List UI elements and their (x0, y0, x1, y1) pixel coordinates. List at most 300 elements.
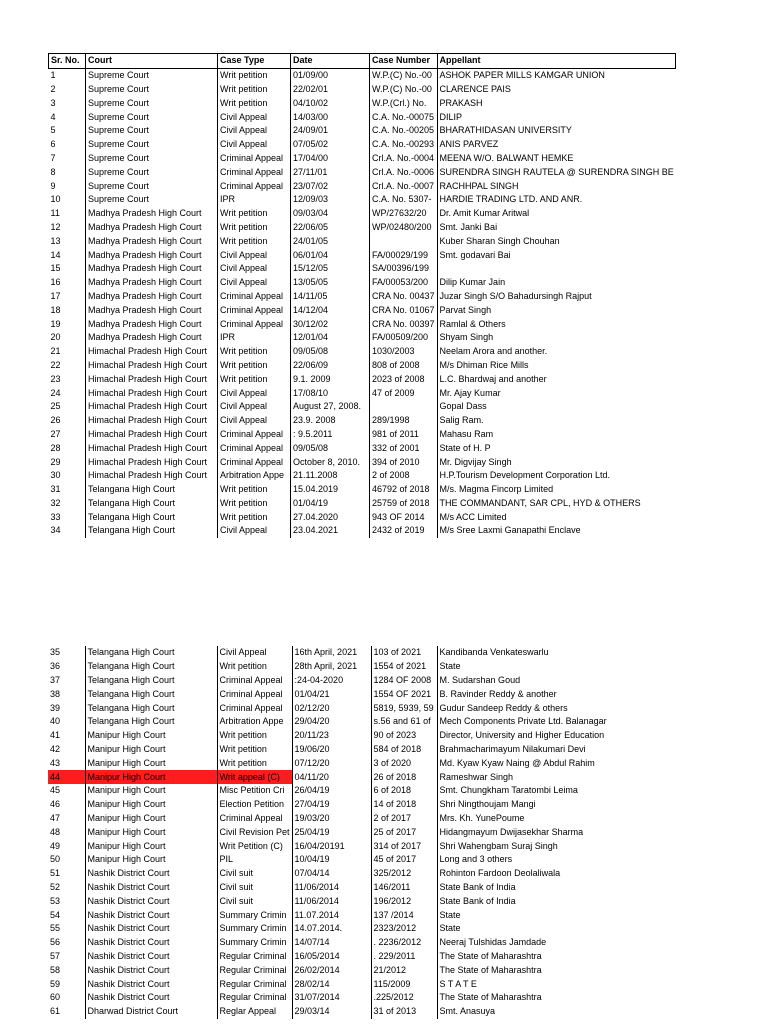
table-row (49, 428, 676, 442)
row-sr-no: 61 (50, 1006, 61, 1017)
row-case-number: CRA No. 01067 (370, 303, 438, 317)
row-date: 20/11/23 (292, 729, 371, 743)
row-appellant: Smt. Chungkham Taratombi Leima (437, 784, 667, 798)
row-date: 07/04/14 (292, 867, 371, 881)
row-appellant: Dilip Kumar Jain (437, 276, 676, 290)
row-case-type: Criminal Appeal (217, 812, 292, 826)
row-court: Supreme Court (86, 179, 218, 193)
row-case-type: Summary Crimin (217, 936, 292, 950)
row-case-number: 2 of 2017 (371, 812, 437, 826)
row-case-type: Civil suit (217, 894, 292, 908)
row-appellant: M/s Sree Laxmi Ganapathi Enclave (437, 524, 676, 538)
table-row (49, 359, 676, 373)
row-court: Madhya Pradesh High Court (86, 248, 218, 262)
row-case-number: 26 of 2018 (371, 770, 437, 784)
row-case-number: FA/00509/200 (370, 331, 438, 345)
row-case-type: Writ petition (218, 68, 291, 82)
table-row (48, 867, 667, 881)
row-sr-no: 9 (50, 180, 56, 191)
row-case-number: 14 of 2018 (371, 798, 437, 812)
row-appellant: S T A T E (437, 977, 667, 991)
row-case-number: 808 of 2008 (370, 359, 438, 373)
row-date: 9.1. 2009 (291, 372, 370, 386)
row-case-type: Civil Appeal (218, 138, 291, 152)
row-date: 24/09/01 (291, 124, 370, 138)
table-row (49, 165, 676, 179)
row-appellant: Gudur Sandeep Reddy & others (437, 701, 667, 715)
row-court: Supreme Court (86, 193, 218, 207)
table-row (48, 894, 667, 908)
table-row (49, 68, 676, 82)
row-case-number: 3 of 2020 (371, 756, 437, 770)
row-appellant: Smt. Janki Bai (437, 221, 676, 235)
row-appellant (437, 262, 676, 276)
row-date: : 9.5.2011 (291, 428, 370, 442)
row-case-number: WP/27632/20 (370, 207, 438, 221)
row-court: Nashik District Court (85, 936, 217, 950)
row-date: 26/02/2014 (292, 963, 371, 977)
row-appellant: Gopal Dass (437, 400, 676, 414)
row-date: 25/04/19 (292, 825, 371, 839)
row-case-number: 981 of 2011 (370, 428, 438, 442)
row-court: Nashik District Court (85, 894, 217, 908)
row-date: 15.04.2019 (291, 483, 370, 497)
row-appellant: Md. Kyaw Kyaw Naing @ Abdul Rahim (437, 756, 667, 770)
row-case-number: 47 of 2009 (370, 386, 438, 400)
row-court: Madhya Pradesh High Court (86, 290, 218, 304)
row-case-type: Regular Criminal (217, 963, 292, 977)
row-court: Telangana High Court (85, 660, 217, 674)
row-sr-no: 51 (50, 868, 61, 879)
row-sr-no: 25 (50, 401, 61, 412)
row-date: 29/03/14 (292, 1005, 371, 1019)
row-court: Madhya Pradesh High Court (86, 303, 218, 317)
row-date: 12/09/03 (291, 193, 370, 207)
row-date: 10/04/19 (292, 853, 371, 867)
row-court: Himachal Pradesh High Court (86, 400, 218, 414)
row-court: Telangana High Court (86, 524, 218, 538)
row-court: Supreme Court (86, 124, 218, 138)
row-court: Manipur High Court (85, 756, 217, 770)
row-case-type: Writ petition (218, 510, 291, 524)
header-date: Date (291, 54, 370, 69)
table-row (48, 881, 667, 895)
row-date: 01/04/21 (292, 687, 371, 701)
row-court: Madhya Pradesh High Court (86, 221, 218, 235)
row-sr-no: 27 (50, 428, 61, 439)
row-case-type: Criminal Appeal (218, 317, 291, 331)
cases-table-bottom (48, 646, 667, 1019)
row-sr-no: 7 (50, 152, 56, 163)
row-court: Himachal Pradesh High Court (86, 455, 218, 469)
row-court: Madhya Pradesh High Court (86, 207, 218, 221)
row-sr-no: 4 (50, 111, 56, 122)
row-case-number: Crl.A. No.-0007 (370, 179, 438, 193)
table-row (49, 193, 676, 207)
row-appellant: The State of Maharashtra (437, 991, 667, 1005)
table-row (49, 345, 676, 359)
row-date: 30/12/02 (291, 317, 370, 331)
table-row (48, 977, 667, 991)
row-sr-no: 35 (50, 647, 61, 658)
row-sr-no: 16 (50, 277, 61, 288)
row-case-number: 584 of 2018 (371, 743, 437, 757)
row-case-number: 1030/2003 (370, 345, 438, 359)
row-sr-no: 40 (50, 716, 61, 727)
row-case-type: Criminal Appeal (217, 687, 292, 701)
row-case-number: C.A. No.-00205 (370, 124, 438, 138)
row-court: Telangana High Court (86, 497, 218, 511)
row-court: Nashik District Court (85, 950, 217, 964)
row-sr-no: 11 (50, 208, 60, 219)
table-row (49, 221, 676, 235)
row-date: 23/07/02 (291, 179, 370, 193)
row-date: 27/04/19 (292, 798, 371, 812)
table-row (48, 963, 667, 977)
row-appellant: State Bank of India (437, 894, 667, 908)
header-case-number: Case Number (370, 54, 438, 69)
row-court: Supreme Court (86, 83, 218, 97)
row-date: 09/05/08 (291, 441, 370, 455)
row-date: 19/03/20 (292, 812, 371, 826)
row-sr-no: 37 (50, 674, 61, 685)
table-row (49, 124, 676, 138)
row-date: October 8, 2010. (291, 455, 370, 469)
row-case-type: Regular Criminal (217, 950, 292, 964)
row-case-type: Criminal Appeal (218, 428, 291, 442)
row-case-number: C.A. No. 5307- (370, 193, 438, 207)
row-case-type: IPR (218, 331, 291, 345)
row-sr-no: 13 (50, 235, 61, 246)
row-appellant: The State of Maharashtra (437, 963, 667, 977)
row-case-type: Civil suit (217, 881, 292, 895)
table-row (49, 455, 676, 469)
row-court: Himachal Pradesh High Court (86, 428, 218, 442)
row-sr-no: 46 (50, 799, 61, 810)
row-court: Manipur High Court (85, 798, 217, 812)
row-case-type: Criminal Appeal (218, 179, 291, 193)
table-row (48, 908, 667, 922)
row-case-type: Regular Criminal (217, 991, 292, 1005)
row-case-number: 31 of 2013 (371, 1005, 437, 1019)
row-appellant: The State of Maharashtra (437, 950, 667, 964)
row-appellant: Shyam Singh (437, 331, 676, 345)
table-row (48, 1005, 667, 1019)
row-appellant: CLARENCE PAIS (437, 83, 676, 97)
row-appellant: M/s. Magma Fincorp Limited (437, 483, 676, 497)
table-row (48, 839, 667, 853)
row-case-number: SA/00396/199 (370, 262, 438, 276)
row-case-type: Summary Crimin (217, 908, 292, 922)
row-date: 29/04/20 (292, 715, 371, 729)
row-date: 07/12/20 (292, 756, 371, 770)
row-court: Nashik District Court (85, 963, 217, 977)
row-case-number: 1554 OF 2021 (371, 687, 437, 701)
row-date: 16/04/20191 (292, 839, 371, 853)
row-court: Manipur High Court (85, 743, 217, 757)
row-case-number: CRA No. 00397 (370, 317, 438, 331)
row-date: :24-04-2020 (292, 674, 371, 688)
row-date: 01/09/00 (291, 68, 370, 82)
row-sr-no: 32 (50, 497, 61, 508)
row-appellant: Ramlal & Others (437, 317, 676, 331)
row-appellant: Shri Wahengbam Suraj Singh (437, 839, 667, 853)
row-appellant: Mahasu Ram (437, 428, 676, 442)
row-sr-no: 20 (50, 332, 61, 343)
row-case-number: 103 of 2021 (371, 646, 437, 660)
row-case-type: Writ petition (218, 483, 291, 497)
row-date: 23.04.2021 (291, 524, 370, 538)
table-row (49, 138, 676, 152)
row-appellant: H.P.Tourism Development Corporation Ltd. (437, 469, 676, 483)
row-date: 09/05/08 (291, 345, 370, 359)
row-case-number (370, 400, 438, 414)
row-court: Manipur High Court (85, 853, 217, 867)
row-court: Nashik District Court (85, 991, 217, 1005)
row-sr-no: 8 (50, 166, 56, 177)
row-sr-no: 33 (50, 511, 61, 522)
row-sr-no: 10 (50, 194, 61, 205)
row-appellant: Kandibanda Venkateswarlu (437, 646, 667, 660)
header-appellant: Appellant (437, 54, 676, 69)
row-case-type: Criminal Appeal (217, 674, 292, 688)
row-case-number: 25 of 2017 (371, 825, 437, 839)
row-case-type: Writ petition (218, 234, 291, 248)
row-court: Supreme Court (86, 110, 218, 124)
row-sr-no: 48 (50, 826, 61, 837)
row-date: 22/06/05 (291, 221, 370, 235)
table-row (48, 674, 667, 688)
table-row (49, 83, 676, 97)
row-court: Telangana High Court (85, 646, 217, 660)
table-row (49, 510, 676, 524)
row-case-number: 21/2012 (371, 963, 437, 977)
row-appellant: Hidangmayum Dwijasekhar Sharma (437, 825, 667, 839)
row-date: 22/02/01 (291, 83, 370, 97)
row-case-type: Writ appeal (C) (217, 770, 292, 784)
row-date: 11/06/2014 (292, 894, 371, 908)
table-row (49, 179, 676, 193)
table-row (48, 825, 667, 839)
row-sr-no: 12 (50, 221, 61, 232)
row-court: Supreme Court (86, 165, 218, 179)
row-case-type: Writ petition (217, 729, 292, 743)
row-case-number: 325/2012 (371, 867, 437, 881)
row-case-type: Civil Appeal (218, 386, 291, 400)
row-date: 22/06/09 (291, 359, 370, 373)
row-sr-no: 19 (50, 318, 61, 329)
row-appellant: Neeraj Tulshidas Jamdade (437, 936, 667, 950)
row-appellant: State of H. P (437, 441, 676, 455)
row-court: Nashik District Court (85, 881, 217, 895)
row-date: August 27, 2008. (291, 400, 370, 414)
row-sr-no: 41 (50, 730, 61, 741)
row-court: Supreme Court (86, 152, 218, 166)
table-row (48, 715, 667, 729)
row-date: 01/04/19 (291, 497, 370, 511)
table-row (48, 922, 667, 936)
row-sr-no: 57 (50, 950, 61, 961)
row-case-type: Civil Appeal (218, 110, 291, 124)
row-sr-no: 15 (50, 263, 61, 274)
table-row (48, 950, 667, 964)
row-case-type: Civil suit (217, 867, 292, 881)
row-date: 02/12/20 (292, 701, 371, 715)
table-row (49, 303, 676, 317)
row-date: 21.11.2008 (291, 469, 370, 483)
table-row (49, 262, 676, 276)
header-case-type: Case Type (218, 54, 291, 69)
row-case-type: Criminal Appeal (218, 290, 291, 304)
row-case-number: 196/2012 (371, 894, 437, 908)
row-appellant: Smt. godavari Bai (437, 248, 676, 262)
row-case-type: Writ petition (218, 497, 291, 511)
row-court: Madhya Pradesh High Court (86, 234, 218, 248)
row-sr-no: 1 (50, 70, 56, 81)
row-court: Manipur High Court (85, 784, 217, 798)
row-case-number: 2023 of 2008 (370, 372, 438, 386)
row-sr-no: 58 (50, 964, 61, 975)
row-court: Telangana High Court (86, 483, 218, 497)
header-row (49, 54, 676, 69)
row-case-type: Writ petition (218, 207, 291, 221)
row-appellant: Director, University and Higher Education (437, 729, 667, 743)
table-row (49, 469, 676, 483)
row-sr-no: 18 (50, 304, 61, 315)
row-court: Manipur High Court (85, 812, 217, 826)
row-case-type: Civil Appeal (218, 414, 291, 428)
row-date: 19/06/20 (292, 743, 371, 757)
row-appellant: Long and 3 others (437, 853, 667, 867)
table-row (49, 290, 676, 304)
row-case-number: 314 of 2017 (371, 839, 437, 853)
row-sr-no: 39 (50, 702, 61, 713)
row-case-number: 2323/2012 (371, 922, 437, 936)
row-sr-no: 59 (50, 978, 61, 989)
row-date: 17/04/00 (291, 152, 370, 166)
row-court: Telangana High Court (85, 674, 217, 688)
row-date: 17/08/10 (291, 386, 370, 400)
row-case-number: FA/00053/200 (370, 276, 438, 290)
row-sr-no: 56 (50, 937, 61, 948)
table-row (49, 96, 676, 110)
row-date: 14/07/14 (292, 936, 371, 950)
row-case-number: 46792 of 2018 (370, 483, 438, 497)
row-case-type: Criminal Appeal (217, 701, 292, 715)
row-case-type: Arbitration Appe (218, 469, 291, 483)
row-date: 27.04.2020 (291, 510, 370, 524)
row-appellant: ANIS PARVEZ (437, 138, 676, 152)
row-case-type: Writ petition (217, 660, 292, 674)
row-case-type: Criminal Appeal (218, 152, 291, 166)
row-case-type: Election Petition (217, 798, 292, 812)
row-case-number: 115/2009 (371, 977, 437, 991)
row-case-type: IPR (218, 193, 291, 207)
row-sr-no: 3 (50, 97, 56, 108)
row-case-number: 332 of 2001 (370, 441, 438, 455)
row-appellant: DILIP (437, 110, 676, 124)
row-sr-no: 28 (50, 442, 61, 453)
table-row (48, 770, 667, 784)
row-case-type: Civil Appeal (218, 124, 291, 138)
row-court: Supreme Court (86, 96, 218, 110)
row-date: 24/01/05 (291, 234, 370, 248)
row-case-number (370, 234, 438, 248)
row-court: Telangana High Court (85, 687, 217, 701)
row-court: Madhya Pradesh High Court (86, 262, 218, 276)
row-case-number: 90 of 2023 (371, 729, 437, 743)
row-case-type: Summary Crimin (217, 922, 292, 936)
row-case-number: W.P.(Crl.) No. (370, 96, 438, 110)
row-sr-no: 36 (50, 661, 61, 672)
row-appellant: BHARATHIDASAN UNIVERSITY (437, 124, 676, 138)
row-court: Manipur High Court (85, 770, 217, 784)
row-court: Himachal Pradesh High Court (86, 441, 218, 455)
row-case-number: 25759 of 2018 (370, 497, 438, 511)
row-sr-no: 54 (50, 909, 61, 920)
row-appellant: Juzar Singh S/O Bahadursingh Rajput (437, 290, 676, 304)
row-case-number: 2432 of 2019 (370, 524, 438, 538)
row-case-number: 146/2011 (371, 881, 437, 895)
row-date: 09/03/04 (291, 207, 370, 221)
row-date: 16th April, 2021 (292, 646, 371, 660)
row-date: 13/05/05 (291, 276, 370, 290)
row-case-type: Reglar Appeal (217, 1005, 292, 1019)
row-sr-no: 14 (50, 249, 61, 260)
row-case-number: .225/2012 (371, 991, 437, 1005)
row-appellant: Rohinton Fardoon Deolaliwala (437, 867, 667, 881)
table-row (49, 248, 676, 262)
row-case-number: CRA No. 00437 (370, 290, 438, 304)
row-case-type: Writ Petition (C) (217, 839, 292, 853)
row-date: 15/12/05 (291, 262, 370, 276)
row-court: Telangana High Court (85, 715, 217, 729)
row-sr-no: 22 (50, 359, 61, 370)
row-sr-no: 31 (50, 484, 61, 495)
row-court: Himachal Pradesh High Court (86, 469, 218, 483)
row-case-number: W.P.(C) No.-00 (370, 68, 438, 82)
row-case-type: Civil Appeal (218, 524, 291, 538)
row-case-type: Criminal Appeal (218, 165, 291, 179)
row-case-number: C.A. No.-00293 (370, 138, 438, 152)
row-date: 11.07.2014 (292, 908, 371, 922)
row-appellant: Mrs. Kh. YunePoume (437, 812, 667, 826)
row-sr-no: 49 (50, 840, 61, 851)
table-row (48, 798, 667, 812)
row-sr-no: 44 (48, 770, 85, 784)
row-date: 11/06/2014 (292, 881, 371, 895)
row-case-type: Writ petition (218, 372, 291, 386)
row-appellant: MEENA W/O. BALWANT HEMKE (437, 152, 676, 166)
row-case-type: Civil Appeal (217, 646, 292, 660)
row-court: Himachal Pradesh High Court (86, 359, 218, 373)
row-appellant: Salig Ram. (437, 414, 676, 428)
row-appellant: Brahmacharimayum Nilakumari Devi (437, 743, 667, 757)
row-sr-no: 52 (50, 881, 61, 892)
row-sr-no: 60 (50, 992, 61, 1003)
row-sr-no: 30 (50, 470, 61, 481)
row-case-number: 45 of 2017 (371, 853, 437, 867)
row-case-number: 5819, 5939, 59 (371, 701, 437, 715)
row-sr-no: 45 (50, 785, 61, 796)
row-court: Himachal Pradesh High Court (86, 372, 218, 386)
row-court: Telangana High Court (85, 701, 217, 715)
table-row (49, 207, 676, 221)
row-court: Madhya Pradesh High Court (86, 331, 218, 345)
table-row (48, 756, 667, 770)
row-appellant: Mr. Digvijay Singh (437, 455, 676, 469)
table-row (49, 372, 676, 386)
